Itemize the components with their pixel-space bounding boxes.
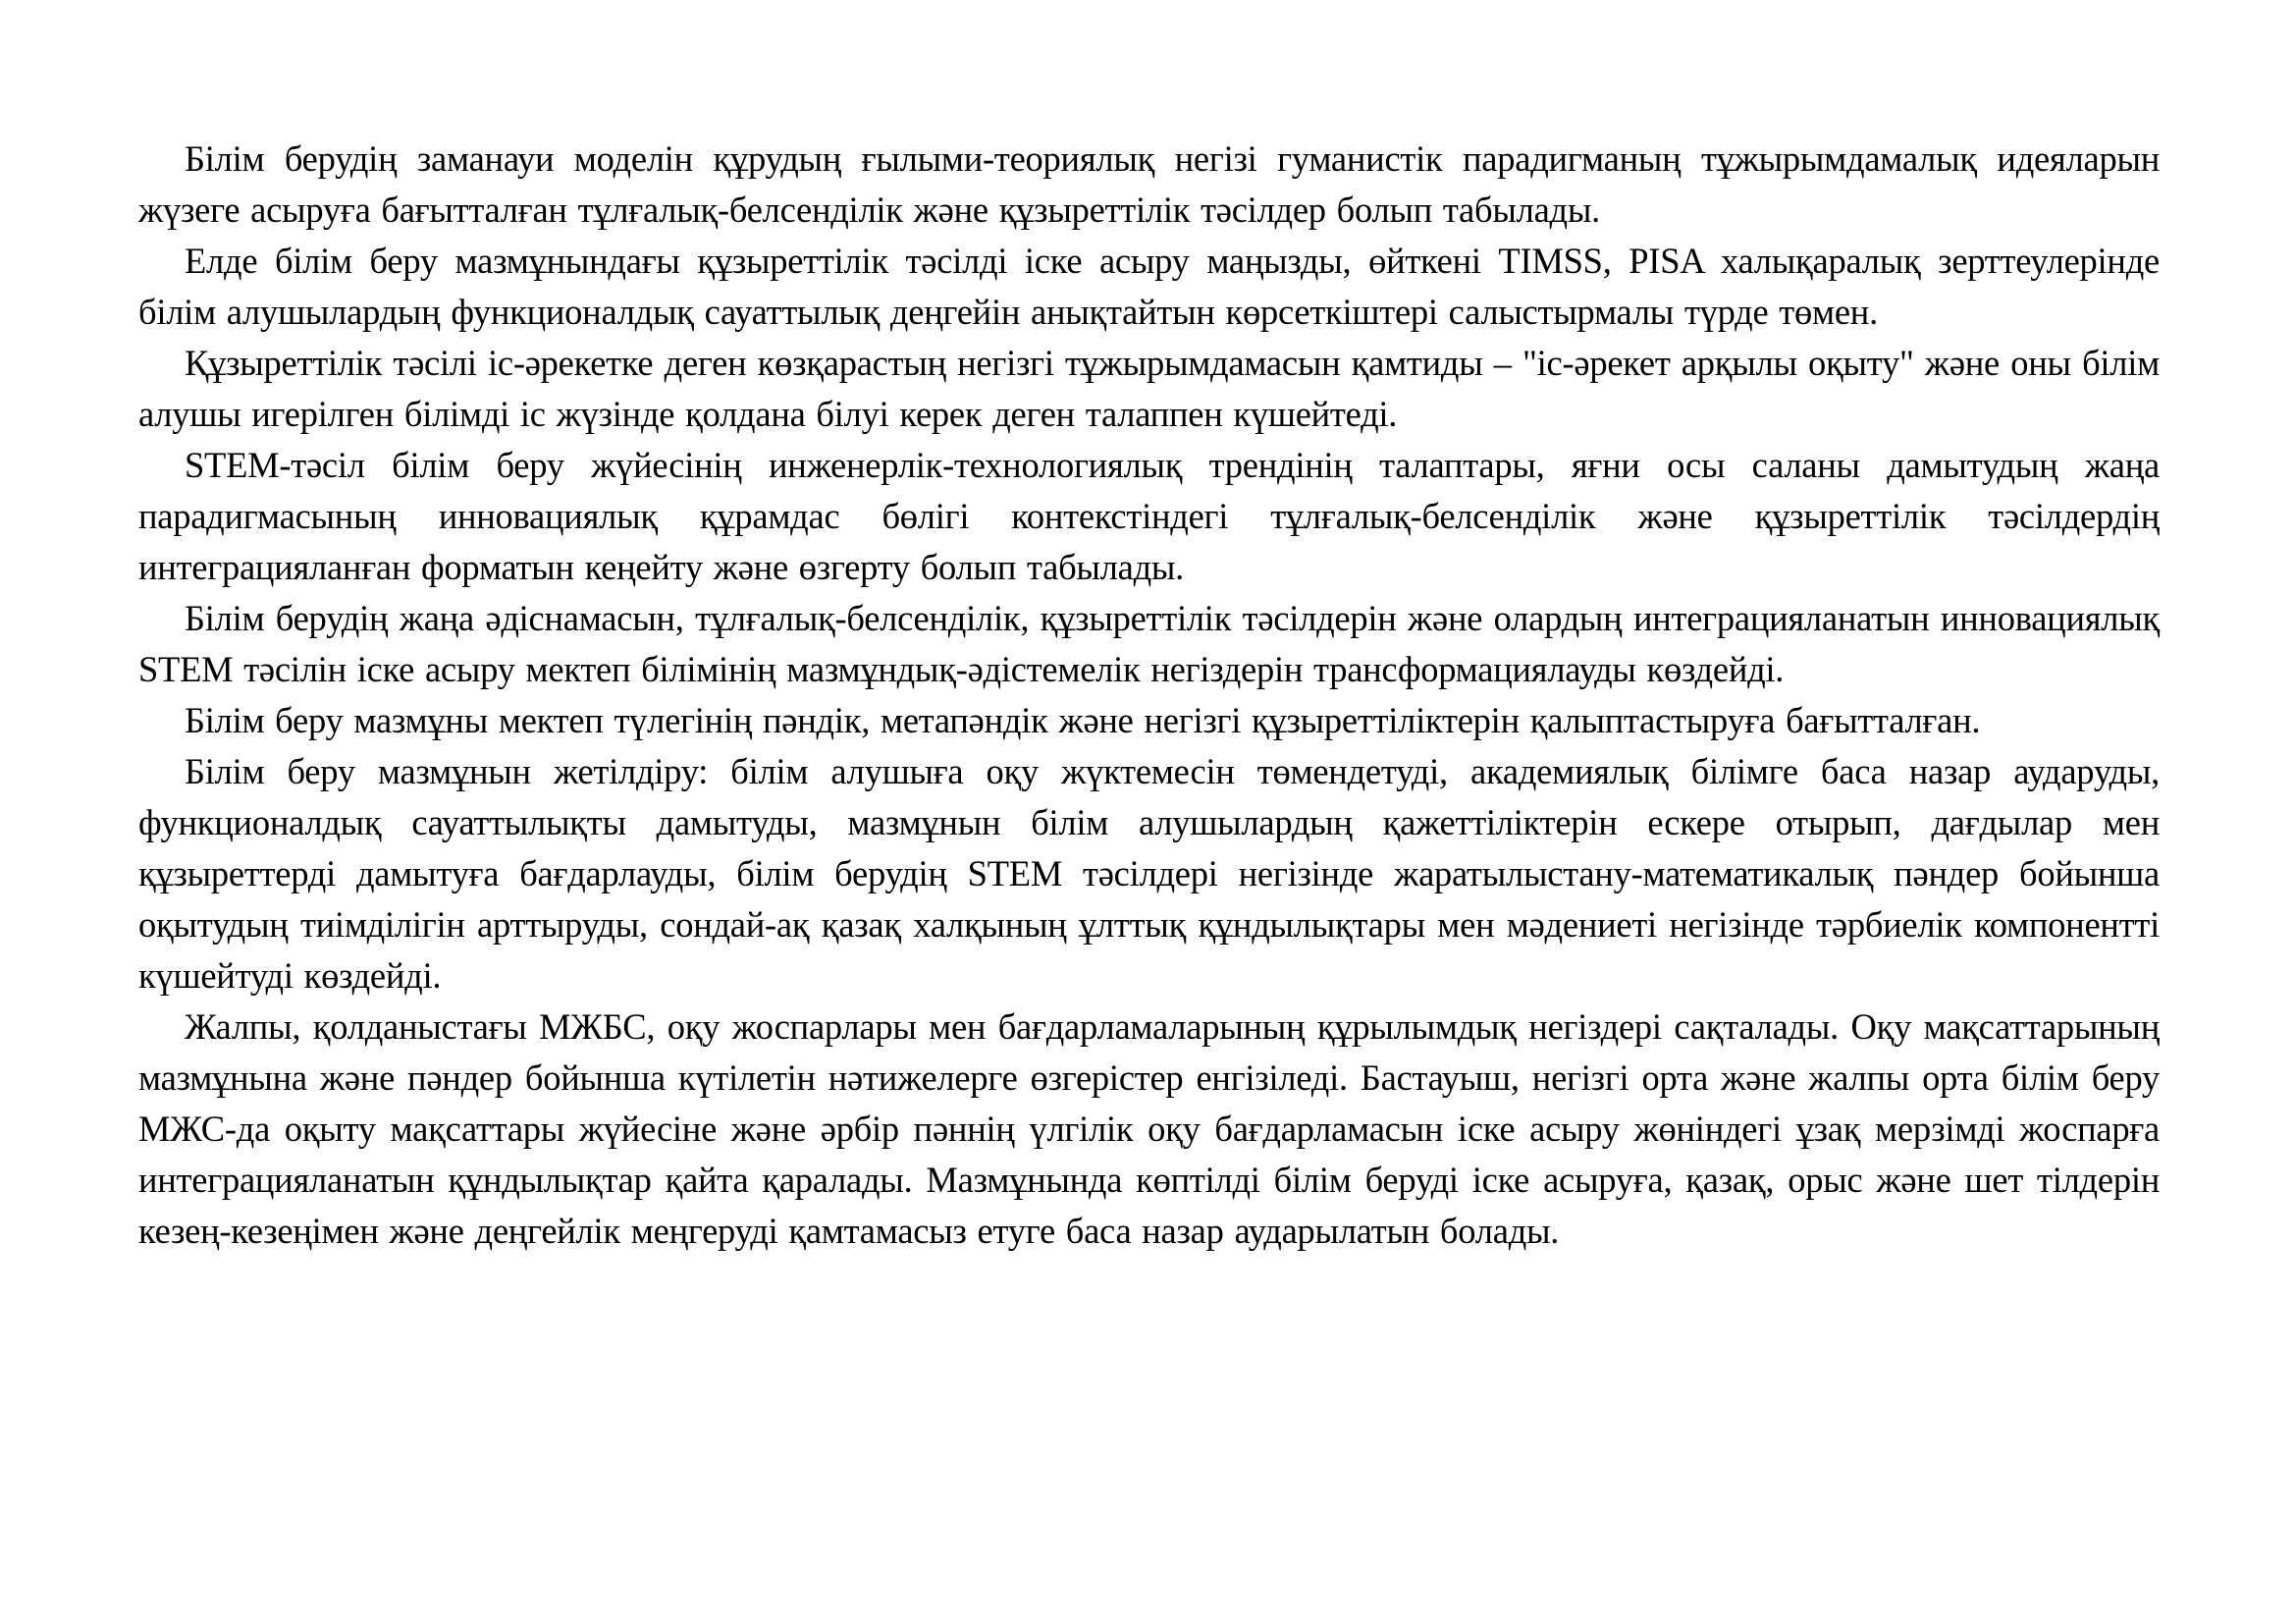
paragraph-2: Елде білім беру мазмұнындағы құзыреттілік тәсілді іске асыру маңызды, өйткені TIMSS, PISA халықаралық зерттеулерінде білім алушылардың функционалдық сауаттылық деңгейін анықтайтын көрсеткіштері салыстырмалы түрде төмен.: [138, 241, 2160, 332]
paragraph-7: Білім беру мазмұнын жетілдіру: білім алушыға оқу жүктемесін төмендетуді, академиялық білімге баса назар аударуды, функционалдық сауаттылықты дамытуды, мазмұнын білім алушылардың қажеттіліктерін ескере отырып, дағдылар мен құзыреттерді дамытуға бағдарлауды, білім берудің STEM тәсілдері негізінде жаратылыстану-математикалық пәндер бойынша оқытудың тиімділігін арттыруды, сондай-ақ қазақ халқының ұлттық құндылықтары мен мәдениеті негізінде тәрбиелік компонентті күшейтуді көздейді.: [138, 751, 2160, 996]
paragraph-3: Құзыреттілік тәсілі іс-әрекетке деген көзқарастың негізгі тұжырымдамасын қамтиды – "іс-әрекет арқылы оқыту" және оны білім алушы игерілген білімді іс жүзінде қолдана білуі керек деген талаппен күшейтеді.: [138, 343, 2160, 434]
text-block: [138, 134, 2160, 1257]
paragraph-8: Жалпы, қолданыстағы МЖБС, оқу жоспарлары мен бағдарламаларының құрылымдық негіздері сақталады. Оқу мақсаттарының мазмұнына және пәндер бойынша күтілетін нәтижелерге өзгерістер енгізіледі. Бастауыш, негізгі орта және жалпы орта білім беру МЖС-да оқыту мақсаттары жүйесіне және әрбір пәннің үлгілік оқу бағдарламасын іске асыру жөніндегі ұзақ мерзімді жоспарға интеграцияланатын құндылықтар қайта қаралады. Мазмұнында көптілді білім беруді іске асыруға, қазақ, орыс және шет тілдерін кезең-кезеңімен және деңгейлік меңгеруді қамтамасыз етуге баса назар аударылатын болады.: [138, 1006, 2160, 1251]
paragraph-4: STEM-тәсіл білім беру жүйесінің инженерлік-технологиялық трендінің талаптары, яғни осы саланы дамытудың жаңа парадигмасының инновациялық құрамдас бөлігі контекстіндегі тұлғалық-белсенділік және құзыреттілік тәсілдердің интеграцияланған форматын кеңейту және өзгерту болып табылады.: [138, 445, 2160, 587]
paragraph-1: Білім берудің заманауи моделін құрудың ғылыми-теориялық негізі гуманистік парадигманың тұжырымдамалық идеяларын жүзеге асыруға бағытталған тұлғалық-белсенділік және құзыреттілік тәсілдер болып табылады.: [138, 138, 2160, 230]
paragraph-6: Білім беру мазмұны мектеп түлегінің пәндік, метапәндік және негізгі құзыреттіліктерін қалыптастыруға бағытталған.: [185, 700, 1981, 740]
paragraph-5: Білім берудің жаңа әдіснамасын, тұлғалық-белсенділік, құзыреттілік тәсілдерін және олардың интеграцияланатын инновациялық STEM тәсілін іске асыру мектеп білімінің мазмұндық-әдістемелік негіздерін трансформациялауды көздейді.: [138, 598, 2160, 689]
